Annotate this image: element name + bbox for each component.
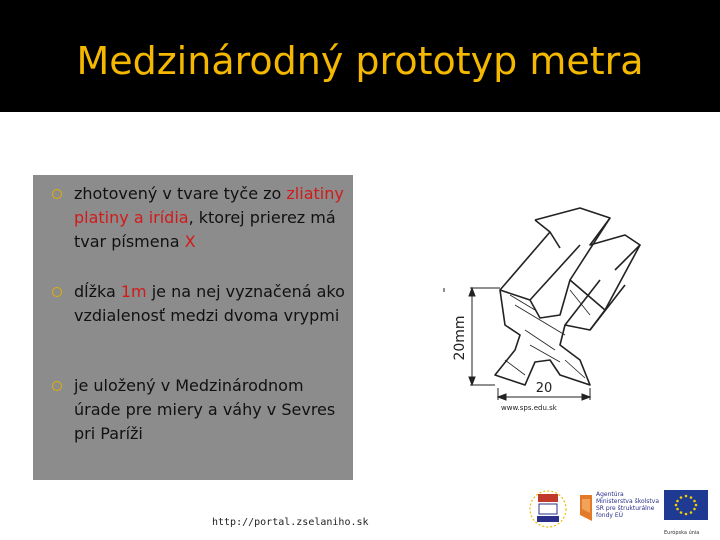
highlight-letter: X — [184, 232, 196, 251]
bullet-text-part: je uložený v Medzinárodnom úrade pre miery a váhy v Sevres pri Paríži — [74, 376, 336, 443]
figure-source: www.sps.edu.sk — [501, 404, 557, 412]
bullet-marker-icon — [52, 189, 62, 199]
agency-logo — [578, 489, 658, 531]
bullet-item-2 — [52, 280, 352, 328]
bullet-text-part: je na nej vyznačená ako vzdialenosť medzi dvoma vrypmi — [74, 282, 345, 325]
agency-text: Agentúra Ministerstva školstva SR pre štrukturálne fondy EÚ — [596, 491, 659, 519]
bullet-item-3 — [52, 374, 352, 446]
bullet-marker-icon — [52, 381, 62, 391]
dimension-height-label: 20mm — [452, 315, 468, 361]
eu-flag-logo — [664, 486, 708, 530]
source-url: http://portal.zselaniho.sk — [212, 517, 369, 528]
highlight-length: 1m — [120, 282, 147, 301]
bullet-text-1 — [74, 182, 352, 254]
bullet-text-part: zhotovený v tvare tyče zo — [74, 184, 287, 203]
bullet-item-1 — [52, 182, 352, 254]
bullet-text-3 — [74, 374, 352, 446]
school-crest-logo — [527, 486, 569, 532]
slide-title: Medzinárodný prototyp metra — [76, 39, 644, 83]
agency-emblem-icon — [578, 493, 594, 523]
bullet-text-2 — [74, 280, 352, 328]
meter-prototype-figure — [440, 200, 670, 415]
bullet-text-part: dĺžka — [74, 282, 121, 301]
highlight-alloy: zliatiny platiny a irídia — [74, 184, 344, 227]
dimension-width-label: 20 — [535, 381, 553, 396]
eu-text: Európska únia — [664, 530, 700, 536]
bullet-marker-icon — [52, 287, 62, 297]
bullet-text-part: , ktorej prierez má tvar písmena — [74, 208, 336, 251]
